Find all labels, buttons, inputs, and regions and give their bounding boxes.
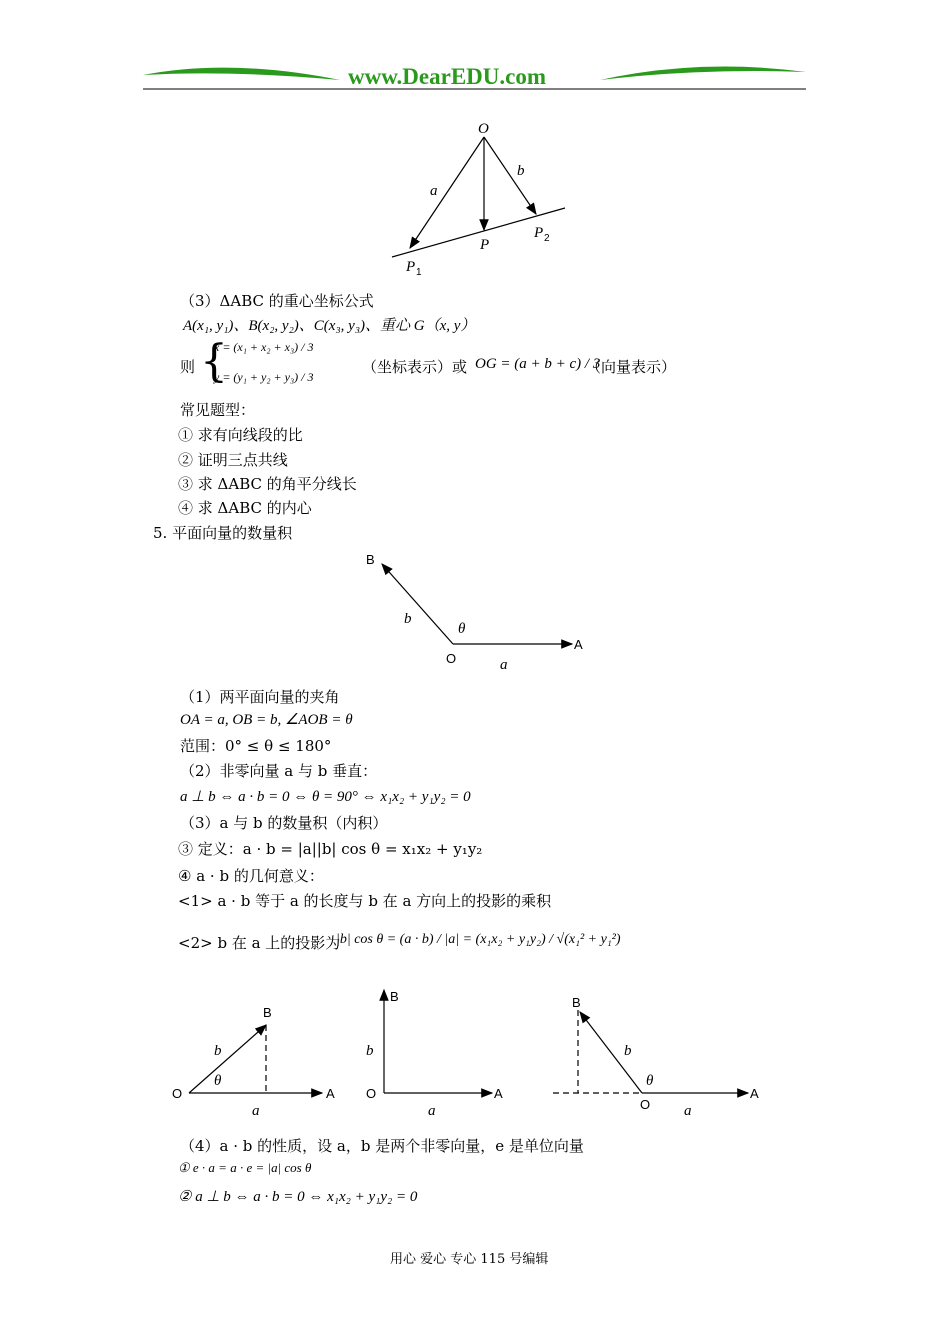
fig1-vector-a: [410, 137, 484, 248]
perp-title: （2）非零向量 a 与 b 垂直：: [180, 762, 378, 780]
fig2-label-b: b: [404, 611, 412, 627]
centroid-then: 则: [180, 358, 196, 376]
fig3-p3-label-B: B: [572, 995, 581, 1010]
fig3-p3-label-O: O: [640, 1097, 651, 1112]
fig2-vector-b: [382, 564, 453, 644]
fig1-label-P1-sub: 1: [416, 267, 422, 278]
header-site-name: www.DearEDU.com: [348, 64, 547, 89]
fig1-vector-b: [484, 137, 536, 214]
centroid-coord-note: （坐标表示）或: [362, 358, 468, 376]
centroid-brace: {: [200, 336, 228, 387]
header-leaf-left: [143, 68, 340, 80]
fig2-label-O: O: [446, 651, 457, 666]
fig3-p3-label-a: a: [684, 1103, 692, 1119]
figure-projections: [160, 985, 780, 1125]
common-type-item: ② 证明三点共线: [178, 451, 288, 469]
fig3-p3-label-A: A: [750, 1086, 759, 1101]
centroid-vector-note: （向量表示）: [586, 358, 677, 376]
fig2-label-A: A: [574, 637, 583, 652]
fig3-p1-label-B: B: [263, 1005, 272, 1020]
fig3-p1-label-a: a: [252, 1103, 260, 1119]
fig3-p1-label-theta: θ: [214, 1073, 222, 1089]
figure-vector-division: [380, 115, 580, 285]
fig3-p1-label-b: b: [214, 1043, 222, 1059]
common-type-item: ④ 求 ΔABC 的内心: [178, 499, 312, 517]
angle-title: （1）两平面向量的夹角: [180, 688, 340, 706]
fig3-p1-vector-b: [189, 1025, 266, 1093]
centroid-eq-x: x = (x₁ + x₂ + x₃) / 3: [214, 340, 314, 354]
fig3-p2-label-b: b: [366, 1043, 374, 1059]
header-leaf-right: [600, 67, 806, 80]
dot-geometry-2-prefix: <2> b 在 a 上的投影为: [178, 934, 341, 952]
dot-title: （3）a 与 b 的数量积（内积）: [180, 814, 388, 832]
fig3-p2-label-O: O: [366, 1086, 377, 1101]
fig3-p3-label-theta: θ: [646, 1073, 654, 1089]
fig1-label-P1: P: [406, 259, 416, 275]
common-types-title: 常见题型：: [180, 401, 256, 419]
centroid-points: A(x₁, y₁)、B(x₂, y₂)、C(x₃, y₃)、重心 G（x, y）: [183, 318, 476, 334]
angle-definition: OA = a, OB = b, ∠AOB = θ: [180, 712, 353, 728]
fig3-p1-label-A: A: [326, 1086, 335, 1101]
fig3-p2-label-A: A: [494, 1086, 503, 1101]
dot-geometry-2-formula: |b| cos θ = (a · b) / |a| = (x₁x₂ + y₁y₂) / √(x₁² + y₁²): [336, 932, 621, 947]
dot-geometry-1: <1> a · b 等于 a 的长度与 b 在 a 方向上的投影的乘积: [178, 892, 552, 910]
dot-definition: ③ 定义：a · b = |a||b| cos θ = x₁x₂ + y₁y₂: [178, 840, 483, 858]
centroid-title: （3）ΔABC 的重心坐标公式: [180, 292, 374, 310]
fig1-label-P2: P: [534, 225, 544, 241]
angle-range: 范围：0° ≤ θ ≤ 180°: [180, 737, 332, 755]
props-1: ① e · a = a · e = |a| cos θ: [178, 1160, 312, 1175]
fig1-label-a: a: [430, 183, 438, 199]
fig3-p3-vector-b: [580, 1012, 642, 1093]
fig2-label-B: B: [366, 552, 375, 567]
props-2: ② a ⊥ b ⇔ a · b = 0 ⇔ x₁x₂ + y₁y₂ = 0: [178, 1189, 418, 1205]
fig3-p2-label-a: a: [428, 1103, 436, 1119]
fig1-label-P2-sub: 2: [544, 233, 550, 244]
page-footer: 用心 爱心 专心 115 号编辑: [390, 1252, 549, 1267]
fig3-p1-label-O: O: [172, 1086, 183, 1101]
fig2-label-a: a: [500, 657, 508, 673]
fig3-p2-label-B: B: [390, 989, 399, 1004]
fig3-p3-label-b: b: [624, 1043, 632, 1059]
dot-geometry-title: ④ a · b 的几何意义：: [178, 867, 324, 885]
centroid-eq-y: y = (y₁ + y₂ + y₃) / 3: [214, 370, 314, 384]
common-type-item: ③ 求 ΔABC 的角平分线长: [178, 475, 357, 493]
fig1-label-b: b: [517, 163, 525, 179]
perp-formula: a ⊥ b ⇔ a · b = 0 ⇔ θ = 90° ⇔ x₁x₂ + y₁y₂ = 0: [180, 789, 471, 805]
section-5-title: 5. 平面向量的数量积: [153, 524, 293, 542]
fig2-label-theta: θ: [458, 621, 466, 637]
props-title: （4）a · b 的性质，设 a，b 是两个非零向量，e 是单位向量: [180, 1137, 584, 1155]
figure-angle-between-vectors: [360, 545, 600, 675]
fig1-label-P: P: [480, 237, 490, 253]
centroid-og-formula: OG = (a + b + c) / 3: [475, 356, 601, 372]
common-type-item: ① 求有向线段的比: [178, 426, 303, 444]
fig1-label-O: O: [478, 121, 489, 137]
